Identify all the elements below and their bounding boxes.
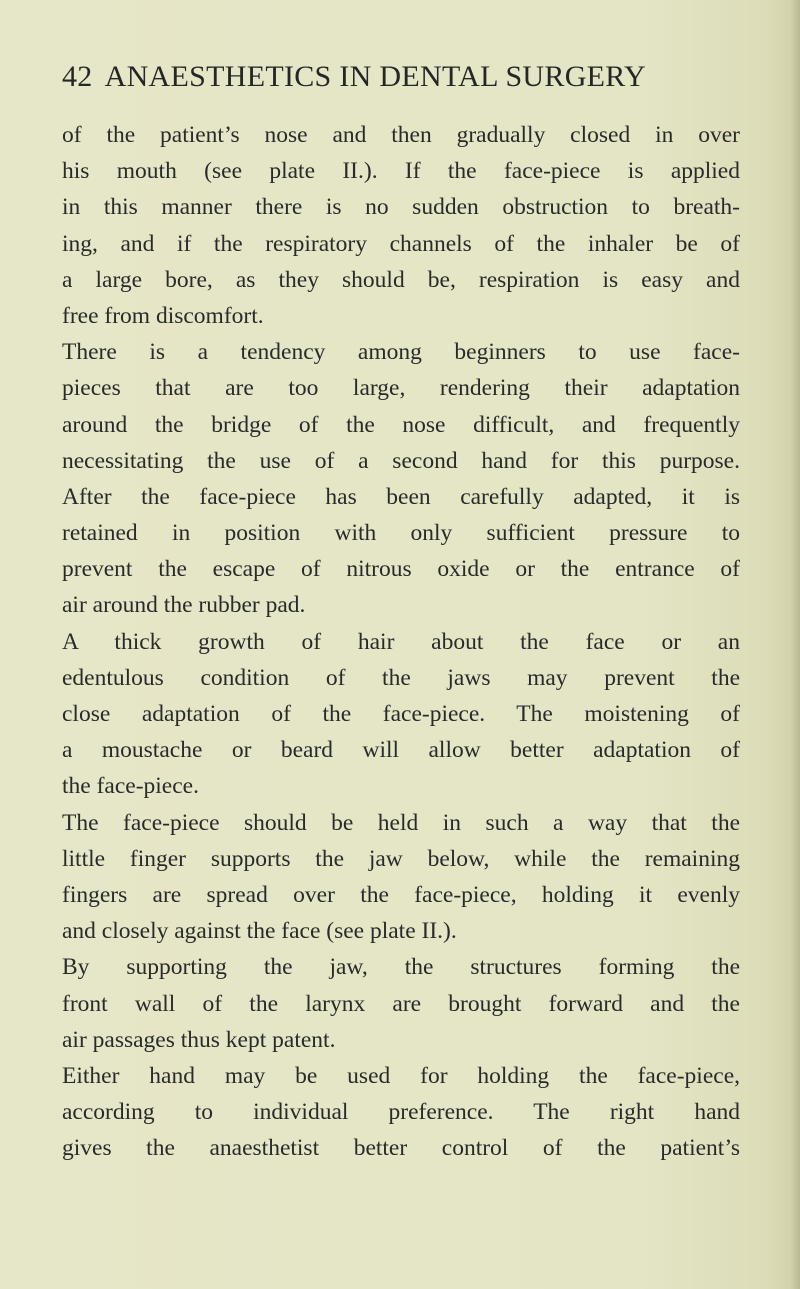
- text-line: in this manner there is no sudden obstruction to breath-: [62, 194, 740, 221]
- text-line: pieces that are too large, rendering their adaptation: [62, 375, 740, 402]
- text-line: the face-piece.: [62, 773, 199, 800]
- text-line: air around the rubber pad.: [62, 592, 306, 619]
- text-line: necessitating the use of a second hand for this purpose.: [62, 447, 740, 474]
- text-line: and closely against the face (see plate II.).: [62, 918, 457, 945]
- text-line: a large bore, as they should be, respiration is easy and: [62, 266, 740, 293]
- text-line: close adaptation of the face-piece. The moistening of: [62, 701, 740, 727]
- text-line: prevent the escape of nitrous oxide or the entrance of: [62, 556, 740, 583]
- text-line: A thick growth of hair about the face or an: [62, 628, 740, 655]
- text-line: air passages thus kept patent.: [62, 1026, 336, 1053]
- paragraph: [62, 334, 740, 624]
- paragraph: [62, 949, 740, 1058]
- text-line: After the face-piece has been carefully adapted, it is: [62, 483, 740, 510]
- text-line: free from discomfort.: [62, 302, 264, 329]
- text-line: his mouth (see plate II.). If the face-piece is applied: [62, 158, 740, 185]
- text-line: ing, and if the respiratory channels of the inhaler be of: [62, 230, 740, 257]
- text-line: edentulous condition of the jaws may prevent the: [62, 664, 740, 691]
- text-line: a moustache or beard will allow better adaptation of: [62, 737, 740, 764]
- paragraph: [62, 1058, 740, 1167]
- text-line: around the bridge of the nose difficult, and frequently: [62, 411, 740, 438]
- page-edge-shadow: [790, 0, 800, 1289]
- text-line: gives the anaesthetist better control of the patient’s: [62, 1135, 740, 1162]
- text-line: By supporting the jaw, the structures forming the: [62, 954, 740, 981]
- text-line: fingers are spread over the face-piece, holding it evenly: [62, 881, 740, 908]
- text-line: according to individual preference. The right hand: [62, 1099, 740, 1126]
- body-text: [62, 117, 740, 1166]
- text-line: retained in position with only sufficient pressure to: [62, 520, 740, 547]
- paragraph: [62, 624, 740, 805]
- text-line: Either hand may be used for holding the face-piece,: [62, 1062, 740, 1089]
- running-head: [62, 58, 762, 96]
- text-line: There is a tendency among beginners to use face-: [62, 339, 740, 366]
- paragraph: [62, 117, 740, 334]
- text-line: little finger supports the jaw below, while the remaining: [62, 845, 740, 872]
- page-number: 42: [62, 60, 93, 93]
- text-line: front wall of the larynx are brought forward and the: [62, 990, 740, 1017]
- paragraph: [62, 805, 740, 950]
- text-line: The face-piece should be held in such a way that the: [62, 809, 740, 836]
- text-line: of the patient’s nose and then gradually closed in over: [62, 122, 740, 148]
- running-title: ANAESTHETICS IN DENTAL SURGERY: [104, 60, 646, 93]
